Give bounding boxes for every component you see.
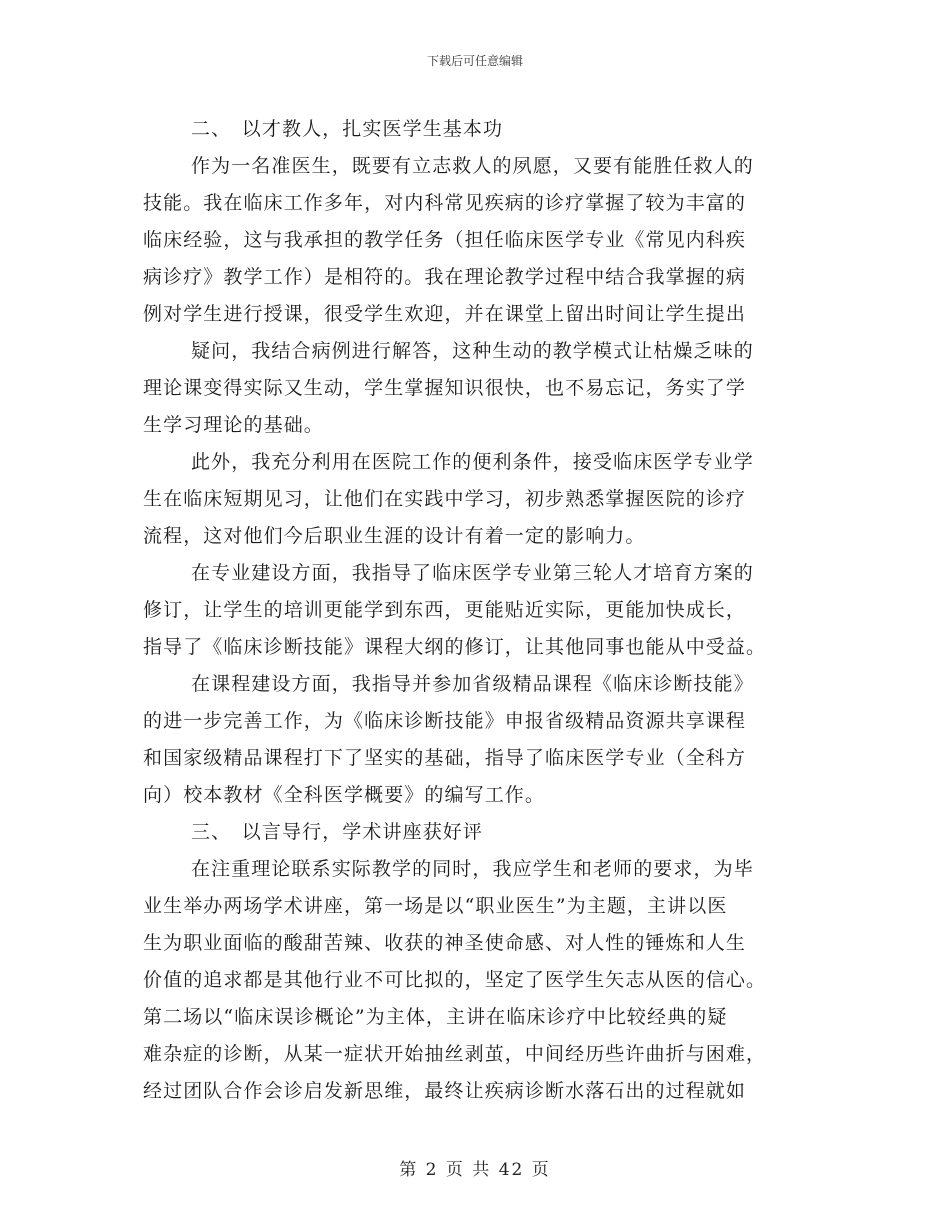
paragraph-line: 在课程建设方面，我指导并参加省级精品课程《临床诊断技能》 <box>191 673 754 695</box>
paragraph-line: 流程，这对他们今后职业生涯的设计有着一定的影响力。 <box>143 525 646 547</box>
section-heading: 二、 以才教人，扎实医学生基本功 <box>191 118 504 140</box>
paragraph-line: 修订，让学生的培训更能学到东西，更能贴近实际，更能加快成长， <box>143 599 747 621</box>
paragraph-line: 生在临床短期见习，让他们在实践中学习，初步熟悉掌握医院的诊疗 <box>143 488 747 510</box>
paragraph-line: 技能。我在临床工作多年，对内科常见疾病的诊疗掌握了较为丰富的 <box>143 192 747 214</box>
paragraph-line: 生学习理论的基础。 <box>143 414 324 436</box>
paragraph-line: 在专业建设方面，我指导了临床医学专业第三轮人才培育方案的 <box>191 562 754 584</box>
paragraph-line: 第二场以“临床误诊概论”为主体，主讲在临床诊疗中比较经典的疑 <box>143 1006 728 1028</box>
paragraph-line: 业生举办两场学术讲座，第一场是以“职业医生”为主题，主讲以医 <box>143 895 728 917</box>
paragraph-line: 生为职业面临的酸甜苦辣、收获的神圣使命感、对人性的锤炼和人生 <box>143 932 747 954</box>
page-number-footer: 第 2 页 共 42 页 <box>399 1160 551 1180</box>
paragraph-line: 病诊疗》教学工作）是相符的。我在理论教学过程中结合我掌握的病 <box>143 266 747 288</box>
page-header: 下载后可任意编辑 <box>426 54 523 68</box>
paragraph-line: 向）校本教材《全科医学概要》的编写工作。 <box>143 784 546 806</box>
paragraph-line: 难杂症的诊断，从某一症状开始抽丝剥茧，中间经历些许曲折与困难， <box>143 1043 767 1065</box>
paragraph-line: 作为一名准医生，既要有立志救人的夙愿，又要有能胜任救人的 <box>191 155 754 177</box>
paragraph-line: 和国家级精品课程打下了坚实的基础，指导了临床医学专业（全科方 <box>143 747 747 769</box>
paragraph-line: 价值的追求都是其他行业不可比拟的，坚定了医学生矢志从医的信心。 <box>143 969 767 991</box>
section-heading: 三、 以言导行，学术讲座获好评 <box>191 821 484 843</box>
paragraph-line: 经过团队合作会诊启发新思维，最终让疾病诊断水落石出的过程就如 <box>143 1080 747 1102</box>
paragraph-line: 理论课变得实际又生动，学生掌握知识很快，也不易忘记，务实了学 <box>143 377 747 399</box>
paragraph-line: 指导了《临床诊断技能》课程大纲的修订，让其他同事也能从中受益。 <box>143 636 767 658</box>
paragraph-line: 疑问，我结合病例进行解答，这种生动的教学模式让枯燥乏味的 <box>191 340 754 362</box>
paragraph-line: 例对学生进行授课，很受学生欢迎，并在课堂上留出时间让学生提出 <box>143 303 747 325</box>
paragraph-line: 此外，我充分利用在医院工作的便利条件，接受临床医学专业学 <box>191 451 754 473</box>
paragraph-line: 在注重理论联系实际教学的同时，我应学生和老师的要求，为毕 <box>191 858 754 880</box>
paragraph-line: 临床经验，这与我承担的教学任务（担任临床医学专业《常见内科疾 <box>143 229 747 251</box>
paragraph-line: 的进一步完善工作，为《临床诊断技能》申报省级精品资源共享课程 <box>143 710 747 732</box>
